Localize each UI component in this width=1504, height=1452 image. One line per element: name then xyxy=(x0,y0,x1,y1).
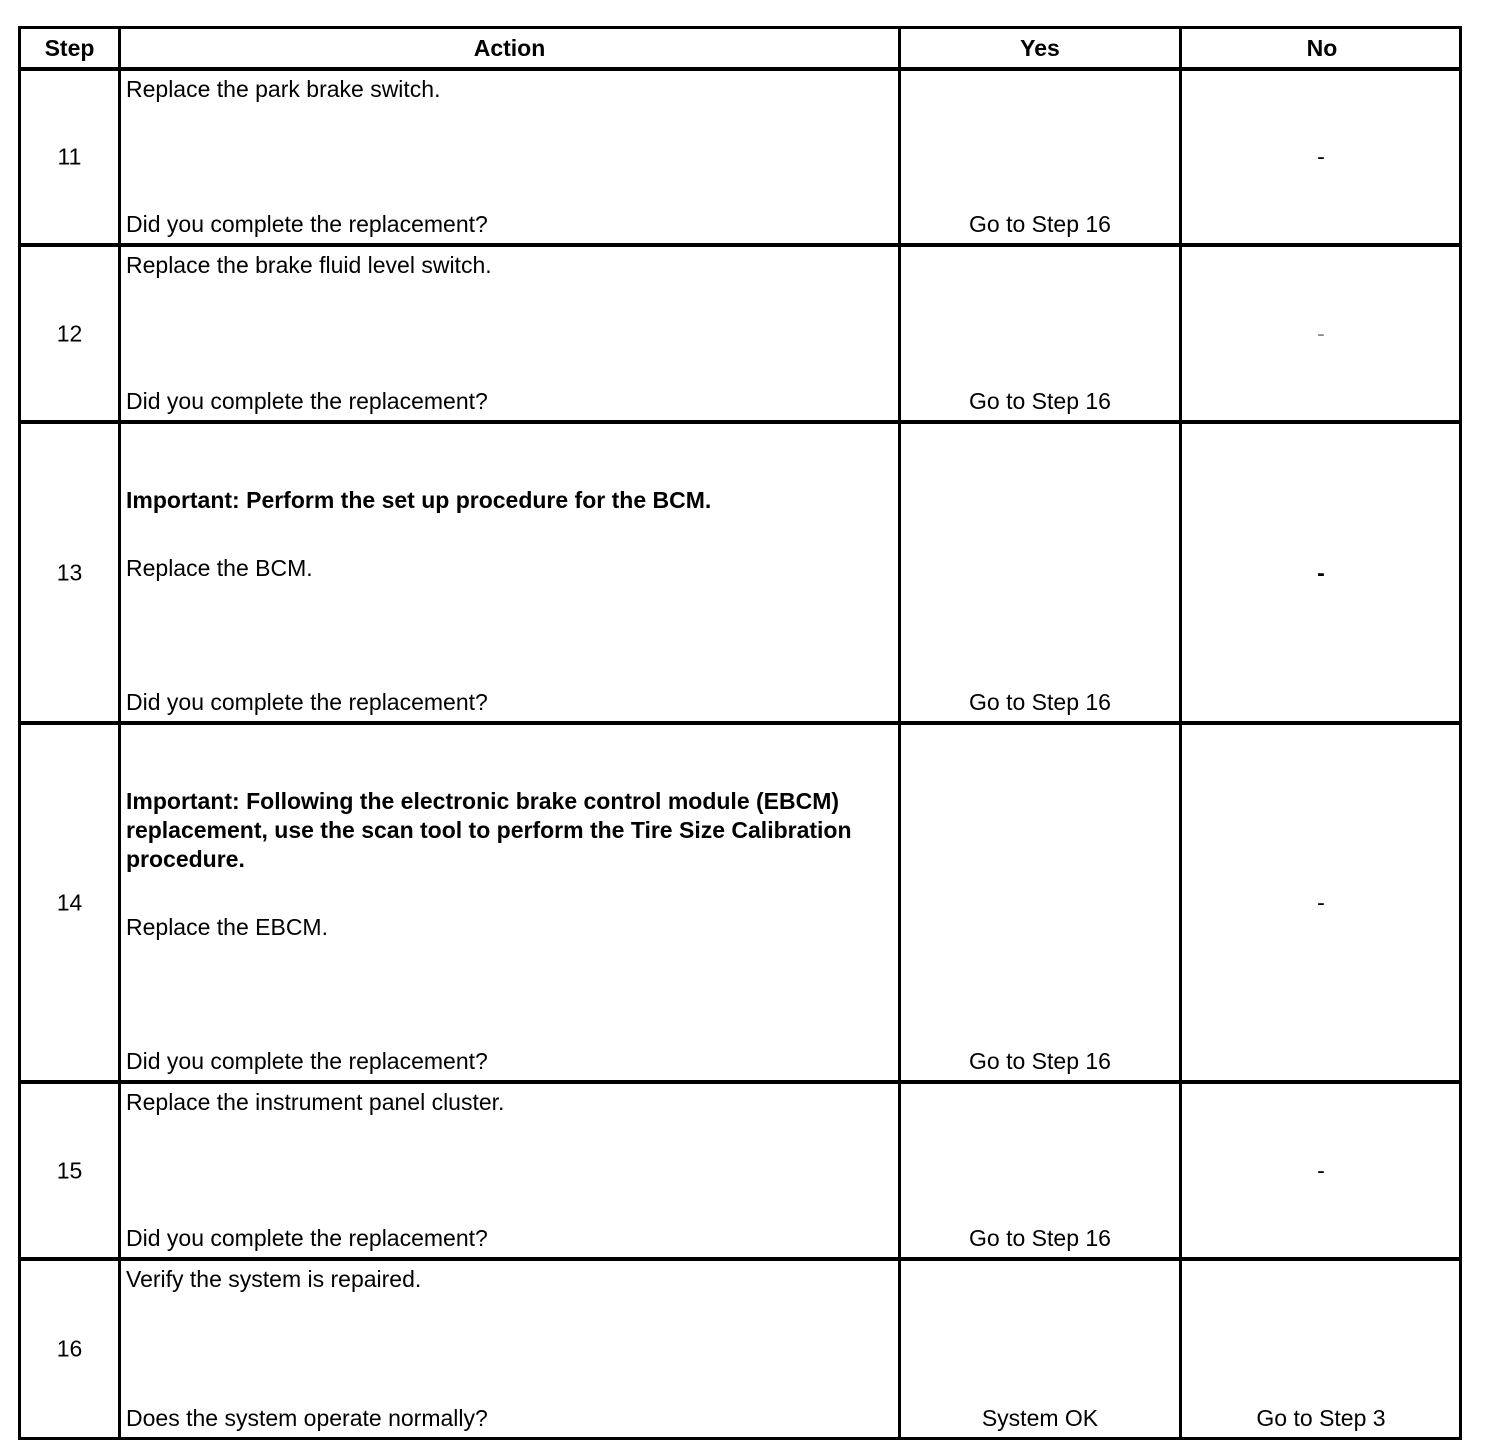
important-note: Important: Following the electronic brake control module (EBCM) replacement, use the scan tool to perform the Tire Size Calibration procedure. xyxy=(126,788,852,872)
diagnostic-table xyxy=(18,26,1462,1440)
action-text: Replace the instrument panel cluster. xyxy=(126,1089,505,1115)
step-number: 11 xyxy=(57,143,82,170)
header-no: No xyxy=(1306,35,1338,61)
action-question: Did you complete the replacement? xyxy=(126,388,488,414)
header-yes: Yes xyxy=(1020,35,1060,61)
action-text: Replace the brake fluid level switch. xyxy=(126,252,492,278)
no-result: - xyxy=(1317,889,1325,915)
no-result: - xyxy=(1317,559,1325,585)
action-text: Verify the system is repaired. xyxy=(126,1266,422,1292)
action-question: Did you complete the replacement? xyxy=(126,689,488,715)
step-number: 12 xyxy=(56,320,83,346)
step-number: 16 xyxy=(56,1335,83,1362)
action-text: Replace the BCM. xyxy=(126,555,313,581)
action-text: Replace the EBCM. xyxy=(126,914,328,940)
action-text: Replace the park brake switch. xyxy=(126,76,441,102)
step-number: 13 xyxy=(56,559,83,585)
table-row xyxy=(21,725,1459,1080)
yes-result: System OK xyxy=(981,1405,1099,1431)
action-question: Did you complete the replacement? xyxy=(126,1048,488,1074)
action-question: Does the system operate normally? xyxy=(126,1405,488,1431)
action-question: Did you complete the replacement? xyxy=(126,211,488,237)
yes-result: Go to Step 16 xyxy=(969,1225,1111,1251)
table-row xyxy=(21,1084,1459,1257)
step-number: 14 xyxy=(56,889,83,915)
table-row xyxy=(21,1261,1459,1437)
action-question: Did you complete the replacement? xyxy=(126,1225,488,1251)
header-step: Step xyxy=(44,35,95,61)
table-row xyxy=(21,247,1459,420)
yes-result: Go to Step 16 xyxy=(969,388,1111,414)
no-result: Go to Step 3 xyxy=(1256,1405,1386,1431)
header-action: Action xyxy=(473,35,546,61)
step-number: 15 xyxy=(56,1157,83,1183)
yes-result: Go to Step 16 xyxy=(969,1048,1111,1074)
no-result: - xyxy=(1317,320,1325,346)
no-result: - xyxy=(1317,143,1325,170)
important-note: Important: Perform the set up procedure for the BCM. xyxy=(126,487,712,513)
yes-result: Go to Step 16 xyxy=(969,689,1111,715)
table-row xyxy=(21,424,1459,721)
table-row xyxy=(21,71,1459,243)
no-result: - xyxy=(1317,1157,1325,1183)
yes-result: Go to Step 16 xyxy=(969,211,1111,237)
